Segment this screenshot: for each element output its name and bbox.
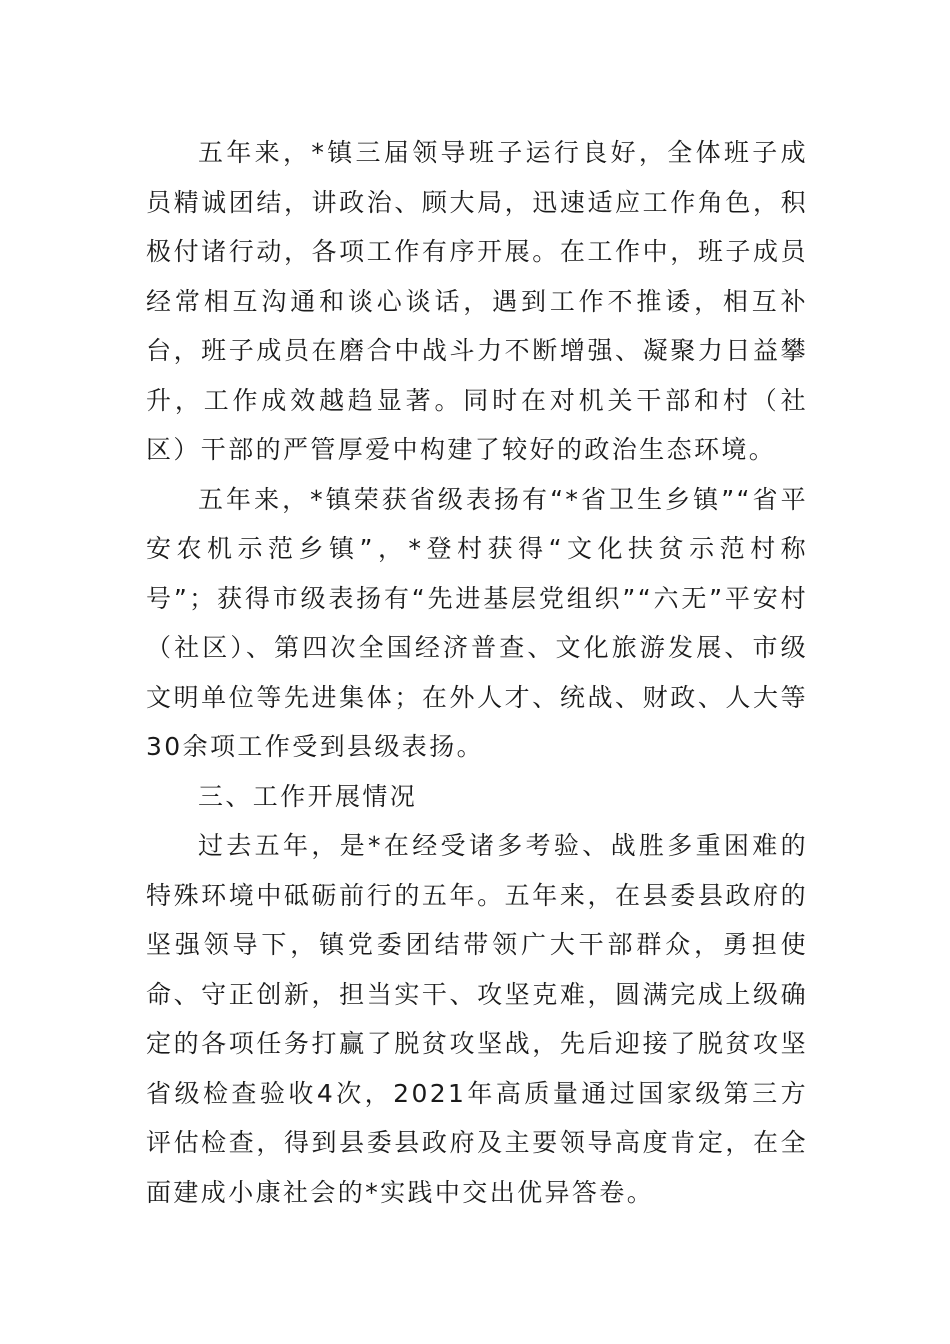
section-heading-work-progress: 三、工作开展情况 bbox=[198, 781, 418, 811]
paragraph-honors: 五年来，*镇荣获省级表扬有“*省卫生乡镇”“省平安农机示范乡镇”，*登村获得“文化扶贫示范村称号”；获得市级表扬有“先进基层党组织”“六无”平安村（社区）、第四次全国经济普查、文化旅游发展、市级文明单位等先进集体；在外人才、统战、财政、人大等30余项工作受到县级表扬。 bbox=[146, 484, 808, 761]
document-body bbox=[146, 128, 808, 1217]
paragraph-past-five-years: 过去五年，是*在经受诸多考验、战胜多重困难的特殊环境中砥砺前行的五年。五年来，在县委县政府的坚强领导下，镇党委团结带领广大干部群众，勇担使命、守正创新，担当实干、攻坚克难，圆满完成上级确定的各项任务打赢了脱贫攻坚战，先后迎接了脱贫攻坚省级检查验收4次，2021年高质量通过国家级第三方评估检查，得到县委县政府及主要领导高度肯定，在全面建成小康社会的*实践中交出优异答卷。 bbox=[146, 831, 808, 1207]
paragraph-leadership-team: 五年来，*镇三届领导班子运行良好，全体班子成员精诚团结，讲政治、顾大局，迅速适应工作角色，积极付诸行动，各项工作有序开展。在工作中，班子成员经常相互沟通和谈心谈话，遇到工作不推诿，相互补台，班子成员在磨合中战斗力不断增强、凝聚力日益攀升，工作成效越趋显著。同时在对机关干部和村（社区）干部的严管厚爱中构建了较好的政治生态环境。 bbox=[146, 138, 808, 464]
